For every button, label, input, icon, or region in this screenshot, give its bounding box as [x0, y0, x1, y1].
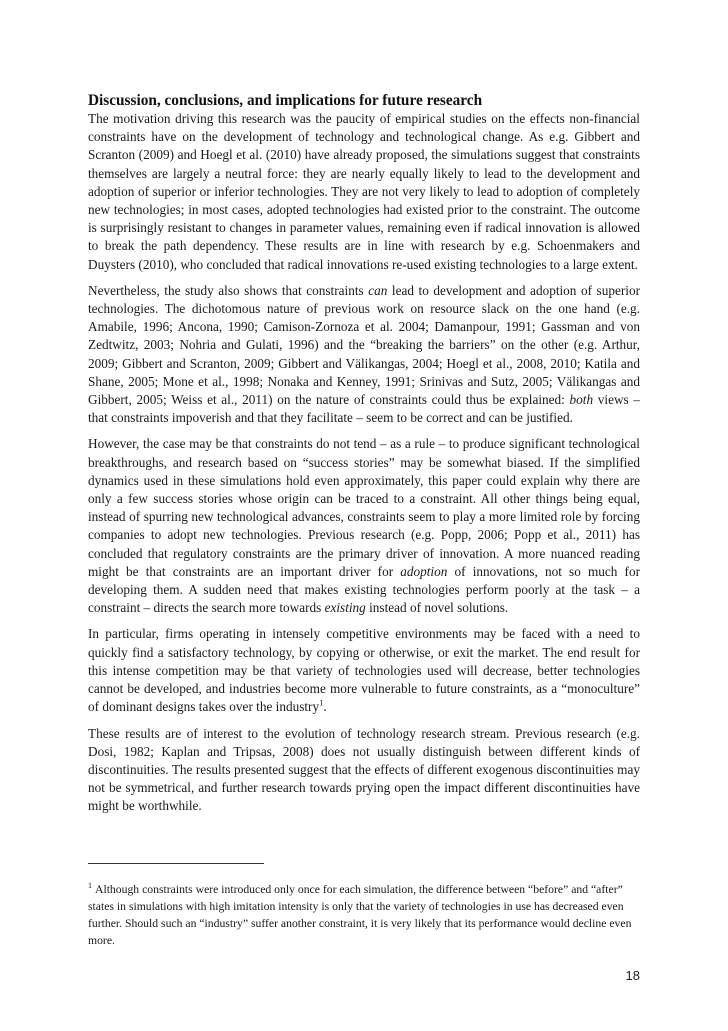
- paragraph-3-part-b: of innovations, not so much for developing them. A sudden need that makes existing technologies perform poorly at the task – a constraint – directs the search more towards: [88, 563, 640, 616]
- footnote: [88, 881, 640, 949]
- footnote-reference[interactable]: 1: [319, 697, 324, 708]
- paragraph-5: These results are of interest to the evolution of technology research stream. Previous research (e.g. Dosi, 1982; Kaplan and Tripsas, 2008) does not usually distinguish between different kinds of discontinuities. The results presented suggest that the effects of different exogenous discontinuities may not be symmetrical, and further research towards prying open the impact different discontinuities have might be worthwhile.: [88, 725, 640, 814]
- footnote-mark: 1: [88, 881, 92, 891]
- emphasis-can: can: [368, 282, 388, 298]
- paragraph-1: The motivation driving this research was the paucity of empirical studies on the effects non-financial constraints have on the development of technology and technological change. As e.g. Gibbert and Scranton (2009) and Hoegl et al. (2010) have already proposed, the simulations suggest that constraints themselves are largely a neutral force: they are nearly equally likely to lead to the development and adoption of superior or inferior technologies. They are not very likely to lead to adoption of completely new technologies; in most cases, adopted technologies had existed prior to the constraint. The outcome is surprisingly resistant to changes in parameter values, remaining even if radical innovation is allowed to break the path dependency. These results are in line with research by e.g. Schoenmakers and Duysters (2010), who concluded that radical innovations re-used existing technologies to a large extent.: [88, 111, 640, 272]
- paragraph-3-part-a: However, the case may be that constraints do not tend – as a rule – to produce significant technological breakthroughs, and research based on “success stories” may be somewhat biased. If the simplified dynamics used in these simulations hold even approximately, this paper could explain why there are only a few success stories whose origin can be traced to a constraint. All other things being equal, instead of spurring new technological advances, constraints seem to play a more limited role by forcing companies to adopt new technologies. Previous research (e.g. Popp, 2006; Popp et al., 2011) has concluded that regulatory constraints are the primary driver of innovation. A more nuanced reading might be that constraints are an important driver for: [88, 436, 640, 579]
- footnote-text: Although constraints were introduced only once for each simulation, the difference between “before” and “after” states in simulations with high imitation intensity is only that the variety of technologies in use has decreased even further. Should such an “industry” suffer another constraint, it is very likely that its performance would decline even more.: [88, 883, 632, 947]
- paragraph-3-part-c: instead of novel solutions.: [365, 600, 509, 616]
- footnote-separator: [88, 863, 264, 864]
- paragraph-2: [88, 282, 640, 428]
- emphasis-existing: existing: [324, 600, 366, 616]
- page-number: 18: [625, 968, 640, 983]
- paragraph-2-part-b: lead to development and adoption of superior technologies. The dichotomous nature of previous work on resource slack on the one hand (e.g. Amabile, 1996; Ancona, 1990; Camison-Zornoza et al. 2004; Damanpour, 1991; Gassman and von Zedtwitz, 2003; Nohria and Gulati, 1996) and the “breaking the barriers” on the other (e.g. Arthur, 2009; Gibbert and Scranton, 2009; Gibbert and Välikangas, 2004; Hoegl et al., 2008, 2010; Katila and Shane, 2005; Mone et al., 1998; Nonaka and Kenney, 1991; Srinivas and Sutz, 2005; Välikangas and Gibbert, 2005; Weiss et al., 2011) on the nature of constraints could thus be explained:: [88, 282, 640, 408]
- paragraph-2-part-c: views – that constraints impoverish and that they facilitate – seem to be correct and can be justified.: [88, 392, 640, 426]
- paragraph-4: [88, 625, 640, 716]
- paragraph-2-part-a: Nevertheless, the study also shows that constraints: [88, 282, 369, 298]
- paragraph-3: [88, 435, 640, 617]
- paragraph-4-end: .: [323, 699, 327, 715]
- section-heading: Discussion, conclusions, and implications for future research: [88, 92, 483, 109]
- emphasis-both: both: [569, 392, 594, 408]
- paragraph-4-text: In particular, firms operating in intensely competitive environments may be faced with a need to quickly find a satisfactory technology, by copying or otherwise, or exit the market. The end result for this intense competition may be that variety of technologies used will decrease, better technologies cannot be developed, and industries become more vulnerable to future constraints, as a “monoculture” of dominant designs takes over the industry: [88, 626, 640, 715]
- emphasis-adoption: adoption: [400, 563, 448, 579]
- main-text: [88, 91, 640, 824]
